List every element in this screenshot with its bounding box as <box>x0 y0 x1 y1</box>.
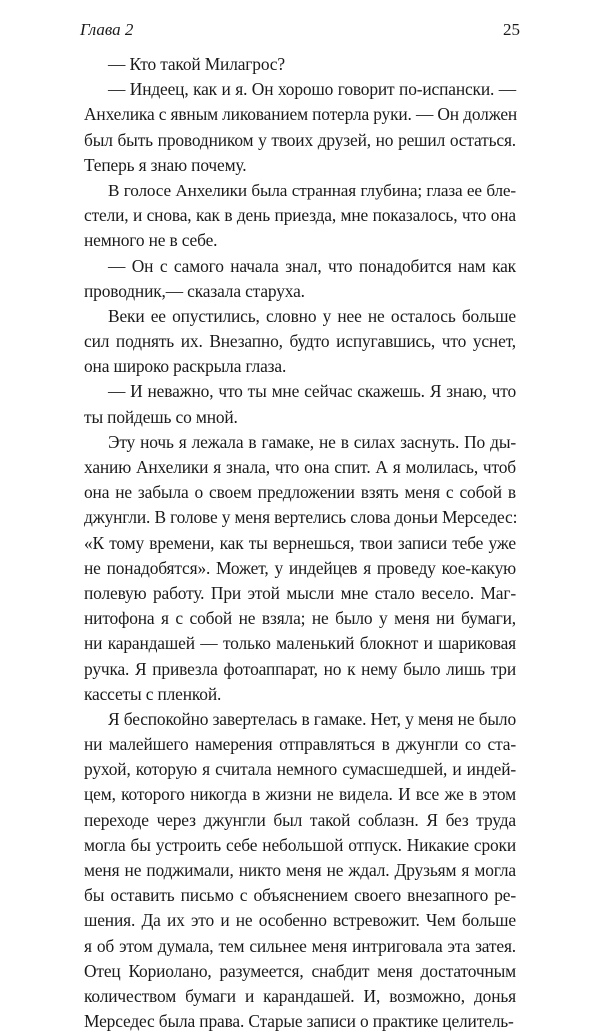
text-line: Анхелика с явным ликованием потерла руки. — Он должен <box>84 104 518 125</box>
text-line: проводник,— сказала старуха. <box>84 280 305 301</box>
paragraph <box>84 254 516 304</box>
text-line: она широко раскрыла глаза. <box>84 356 287 377</box>
page-number: 25 <box>503 20 520 39</box>
text-line: джунгли. В голове у меня вертелись слова доньи Мерседес: <box>84 507 518 528</box>
text-line: кассеты с пленкой. <box>84 683 222 704</box>
text-line: полевую работу. При этой мысли мне стало весело. Маг- <box>84 582 516 603</box>
text-line: Веки ее опустились, словно у нее не осталось больше <box>108 305 516 326</box>
text-line: — Он с самого начала знал, что понадобится нам как <box>108 255 516 276</box>
text-line: — Кто такой Милагрос? <box>108 54 285 74</box>
text-line: — И неважно, что ты мне сейчас скажешь. Я знаю, что <box>108 381 516 402</box>
text-line: цем, которого никогда в жизни не видела. И все же в этом <box>84 784 516 805</box>
paragraph <box>84 178 516 254</box>
paragraph <box>84 304 516 380</box>
text-line: ты пойдешь со мной. <box>84 406 238 427</box>
paragraph <box>84 379 516 429</box>
text-line: Я беспокойно завертелась в гамаке. Нет, у меня не было <box>108 708 516 729</box>
text-line: Отец Кориолано, разумеется, снабдит меня достаточным <box>84 960 516 981</box>
text-line: рухой, которую я считала немного сумасшедшей, и индей- <box>84 759 516 780</box>
text-line: количеством бумаги и карандашей. И, возможно, донья <box>84 985 516 1006</box>
text-line: «К тому времени, как ты вернешься, твои записи тебе уже <box>84 532 516 553</box>
text-line: бы оставить письмо с объяснением своего внезапного ре- <box>84 885 516 906</box>
running-header <box>80 20 520 44</box>
text-line: ни карандашей — только маленький блокнот и шариковая <box>84 633 516 654</box>
paragraph <box>84 52 516 77</box>
body-text <box>84 52 516 1034</box>
text-line: стели, и снова, как в день приезда, мне показалось, что она <box>84 205 516 226</box>
text-line: могла бы устроить себе небольшой отпуск. Никакие сроки <box>84 834 516 855</box>
text-line: Эту ночь я лежала в гамаке, не в силах заснуть. По ды- <box>108 431 516 452</box>
chapter-title: Глава 2 <box>80 20 134 39</box>
text-line: немного не в себе. <box>84 230 218 251</box>
text-line: не понадобятся». Может, у индейцев я проведу кое-какую <box>84 557 516 578</box>
text-line: переходе через джунгли был такой соблазн. Я без труда <box>84 809 516 830</box>
text-line: сил поднять их. Внезапно, будто испугавшись, что уснет, <box>84 331 516 352</box>
text-line: ханию Анхелики я знала, что она спит. А я молилась, чтоб <box>84 457 516 477</box>
text-line: ни малейшего намерения отправляться в джунгли со ста- <box>84 734 516 755</box>
text-line: был быть проводником у твоих друзей, но решил остаться. <box>84 129 516 150</box>
text-line: меня не поджимали, никто меня не ждал. Друзьям я могла <box>84 860 516 880</box>
paragraph <box>84 707 516 1034</box>
paragraph <box>84 430 516 707</box>
text-line: шения. Да их это и не особенно встревожит. Чем больше <box>84 910 516 931</box>
text-line: она не забыла о своем предложении взять меня с собой в <box>84 482 516 503</box>
text-line: В голосе Анхелики была странная глубина; глаза ее бле- <box>108 180 516 200</box>
paragraph <box>84 77 516 178</box>
text-line: нитофона я с собой не взяла; не было у меня ни бумаги, <box>84 608 516 629</box>
text-line: Мерседес была права. Старые записи о практике целитель- <box>84 1011 514 1032</box>
text-line: Теперь я знаю почему. <box>84 154 247 175</box>
text-line: я об этом думала, тем сильнее меня интриговала эта затея. <box>84 935 516 956</box>
text-line: — Индеец, как и я. Он хорошо говорит по-испански. — <box>108 79 516 100</box>
text-line: ручка. Я привезла фотоаппарат, но к нему было лишь три <box>84 658 516 679</box>
